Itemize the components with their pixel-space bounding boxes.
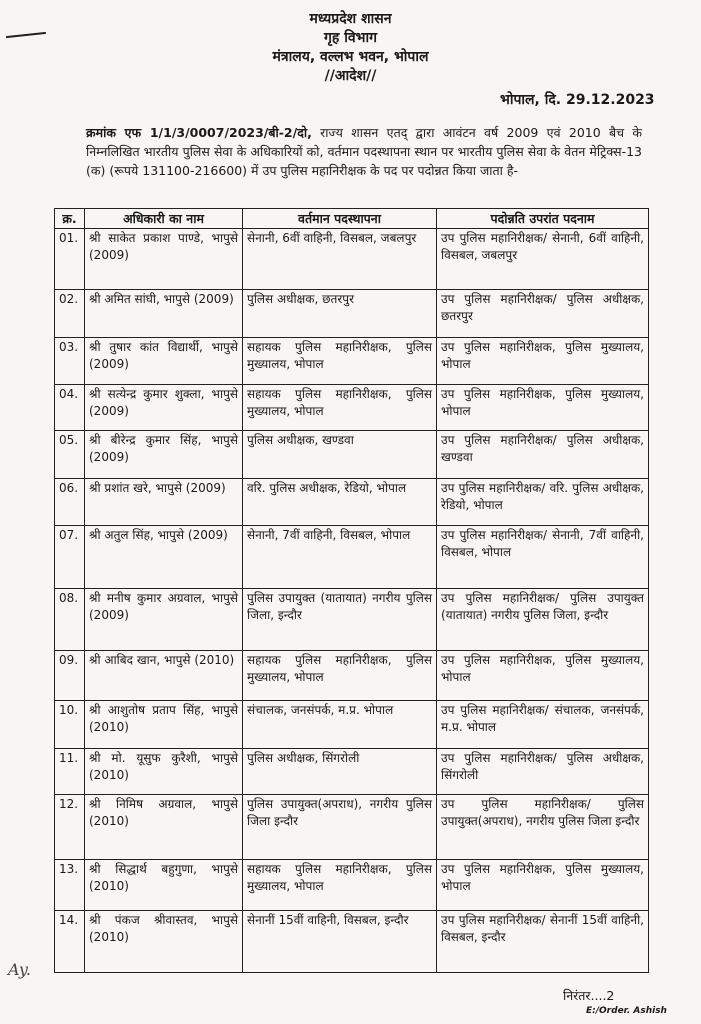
table-row — [55, 749, 649, 795]
row-new-designation: उप पुलिस महानिरीक्षक/ पुलिस उपायुक्त(अपराध), नगरीय पुलिस जिला इन्दौर — [437, 795, 649, 860]
row-current-posting: पुलिस अधीक्षक, सिंगरोली — [243, 749, 437, 795]
row-current-posting: सहायक पुलिस महानिरीक्षक, पुलिस मुख्यालय, भोपाल — [243, 860, 437, 911]
order-date: भोपाल, दि. 29.12.2023 — [500, 92, 655, 108]
row-new-designation: उप पुलिस महानिरीक्षक/ पुलिस अधीक्षक, खण्डवा — [437, 431, 649, 479]
row-new-designation: उप पुलिस महानिरीक्षक/ पुलिस उपायुक्त (यातायात) नगरीय पुलिस जिला, इन्दौर — [437, 589, 649, 651]
row-serial: 10. — [55, 701, 85, 749]
header-department: गृह विभाग — [324, 30, 377, 46]
header-address: मंत्रालय, वल्लभ भवन, भोपाल — [272, 49, 429, 65]
row-officer-name: श्री मो. यूसुफ कुरैशी, भापुसे (2010) — [85, 749, 243, 795]
table-row — [55, 795, 649, 860]
row-current-posting: सहायक पुलिस महानिरीक्षक, पुलिस मुख्यालय, भोपाल — [243, 651, 437, 701]
row-officer-name: श्री मनीष कुमार अग्रवाल, भापुसे (2009) — [85, 589, 243, 651]
row-officer-name: श्री सिद्धार्थ बहुगुणा, भापुसे (2010) — [85, 860, 243, 911]
row-serial: 05. — [55, 431, 85, 479]
row-new-designation: उप पुलिस महानिरीक्षक/ पुलिस अधीक्षक, सिंगरोली — [437, 749, 649, 795]
row-current-posting: सहायक पुलिस महानिरीक्षक, पुलिस मुख्यालय, भोपाल — [243, 385, 437, 431]
row-serial: 01. — [55, 229, 85, 290]
row-serial: 12. — [55, 795, 85, 860]
row-current-posting: सेनानी, 6वीं वाहिनी, विसबल, जबलपुर — [243, 229, 437, 290]
table-row — [55, 229, 649, 290]
row-current-posting: वरि. पुलिस अधीक्षक, रेडियो, भोपाल — [243, 479, 437, 526]
row-officer-name: श्री आबिद खान, भापुसे (2010) — [85, 651, 243, 701]
table-row — [55, 385, 649, 431]
row-officer-name: श्री तुषार कांत विद्यार्थी, भापुसे (2009) — [85, 338, 243, 385]
row-new-designation: उप पुलिस महानिरीक्षक/ वरि. पुलिस अधीक्षक, रेडियो, भोपाल — [437, 479, 649, 526]
row-current-posting: संचालक, जनसंपर्क, म.प्र. भोपाल — [243, 701, 437, 749]
table-header-row — [55, 209, 649, 229]
header-officer-name: अधिकारी का नाम — [85, 209, 243, 229]
row-officer-name: श्री सत्येन्द्र कुमार शुक्ला, भापुसे (2009) — [85, 385, 243, 431]
table-row — [55, 338, 649, 385]
table-row — [55, 479, 649, 526]
table-row — [55, 651, 649, 701]
row-officer-name: श्री आशुतोष प्रताप सिंह, भापुसे (2010) — [85, 701, 243, 749]
row-serial: 04. — [55, 385, 85, 431]
row-serial: 02. — [55, 290, 85, 338]
file-reference: E:/Order. Ashish — [586, 1006, 667, 1016]
table-row — [55, 431, 649, 479]
table-row — [55, 290, 649, 338]
row-serial: 11. — [55, 749, 85, 795]
row-serial: 08. — [55, 589, 85, 651]
row-serial: 06. — [55, 479, 85, 526]
row-officer-name: श्री निमिष अग्रवाल, भापुसे (2010) — [85, 795, 243, 860]
initials-signature: Ay. — [8, 960, 31, 979]
header-serial: क्र. — [55, 209, 85, 229]
row-officer-name: श्री बीरेन्द्र कुमार सिंह, भापुसे (2009) — [85, 431, 243, 479]
row-new-designation: उप पुलिस महानिरीक्षक/ सेनानी, 7वीं वाहिनी, विसबल, भोपाल — [437, 526, 649, 589]
row-new-designation: उप पुलिस महानिरीक्षक/ सेनानीं 15वीं वाहिनी, विसबल, इन्दौर — [437, 911, 649, 973]
continued-marker: निरंतर....2 — [563, 988, 615, 1003]
row-serial: 09. — [55, 651, 85, 701]
row-new-designation: उप पुलिस महानिरीक्षक/ पुलिस अधीक्षक, छतरपुर — [437, 290, 649, 338]
table-row — [55, 589, 649, 651]
row-current-posting: पुलिस उपायुक्त(अपराध), नगरीय पुलिस जिला इन्दौर — [243, 795, 437, 860]
row-officer-name: श्री साकेत प्रकाश पाण्डे, भापुसे (2009) — [85, 229, 243, 290]
row-current-posting: पुलिस अधीक्षक, छतरपुर — [243, 290, 437, 338]
header-government: मध्यप्रदेश शासन — [309, 11, 392, 27]
header-new-designation: पदोन्नति उपरांत पदनाम — [437, 209, 649, 229]
row-new-designation: उप पुलिस महानिरीक्षक/ संचालक, जनसंपर्क, म.प्र. भोपाल — [437, 701, 649, 749]
row-current-posting: पुलिस अधीक्षक, खण्डवा — [243, 431, 437, 479]
row-officer-name: श्री अतुल सिंह, भापुसे (2009) — [85, 526, 243, 589]
table-row — [55, 911, 649, 973]
row-current-posting: सहायक पुलिस महानिरीक्षक, पुलिस मुख्यालय, भोपाल — [243, 338, 437, 385]
promotion-table — [54, 208, 649, 973]
row-serial: 07. — [55, 526, 85, 589]
header-current-posting: वर्तमान पदस्थापना — [243, 209, 437, 229]
row-officer-name: श्री पंकज श्रीवास्तव, भापुसे (2010) — [85, 911, 243, 973]
row-new-designation: उप पुलिस महानिरीक्षक, पुलिस मुख्यालय, भोपाल — [437, 860, 649, 911]
document-header — [0, 10, 701, 86]
order-number: क्रमांक एफ 1/1/3/0007/2023/बी-2/दो, — [86, 125, 312, 140]
row-new-designation: उप पुलिस महानिरीक्षक/ सेनानी, 6वीं वाहिनी, विसबल, जबलपुर — [437, 229, 649, 290]
row-new-designation: उप पुलिस महानिरीक्षक, पुलिस मुख्यालय, भोपाल — [437, 338, 649, 385]
table-row — [55, 860, 649, 911]
row-officer-name: श्री अमित सांघी, भापुसे (2009) — [85, 290, 243, 338]
row-officer-name: श्री प्रशांत खरे, भापुसे (2009) — [85, 479, 243, 526]
order-paragraph — [86, 123, 642, 180]
header-order-title: //आदेश// — [324, 68, 377, 84]
row-serial: 13. — [55, 860, 85, 911]
order-text: राज्य शासन एतद् द्वारा आवंटन वर्ष 2009 एवं 2010 बैच के निम्नलिखित भारतीय पुलिस सेवा के अधिकारियों को, वर्तमान पदस्थापना स्थान पर भारतीय पुलिस सेवा के वेतन मेट्रिक्स-13 (क) (रूपये 131100-216600) में उप पुलिस महानिरीक्षक के पद पर पदोन्नत किया जाता है- — [86, 125, 642, 178]
row-new-designation: उप पुलिस महानिरीक्षक, पुलिस मुख्यालय, भोपाल — [437, 385, 649, 431]
row-current-posting: सेनानी, 7वीं वाहिनी, विसबल, भोपाल — [243, 526, 437, 589]
row-new-designation: उप पुलिस महानिरीक्षक, पुलिस मुख्यालय, भोपाल — [437, 651, 649, 701]
row-serial: 03. — [55, 338, 85, 385]
row-serial: 14. — [55, 911, 85, 973]
row-current-posting: पुलिस उपायुक्त (यातायात) नगरीय पुलिस जिला, इन्दौर — [243, 589, 437, 651]
table-row — [55, 526, 649, 589]
table-row — [55, 701, 649, 749]
row-current-posting: सेनानीं 15वीं वाहिनी, विसबल, इन्दौर — [243, 911, 437, 973]
